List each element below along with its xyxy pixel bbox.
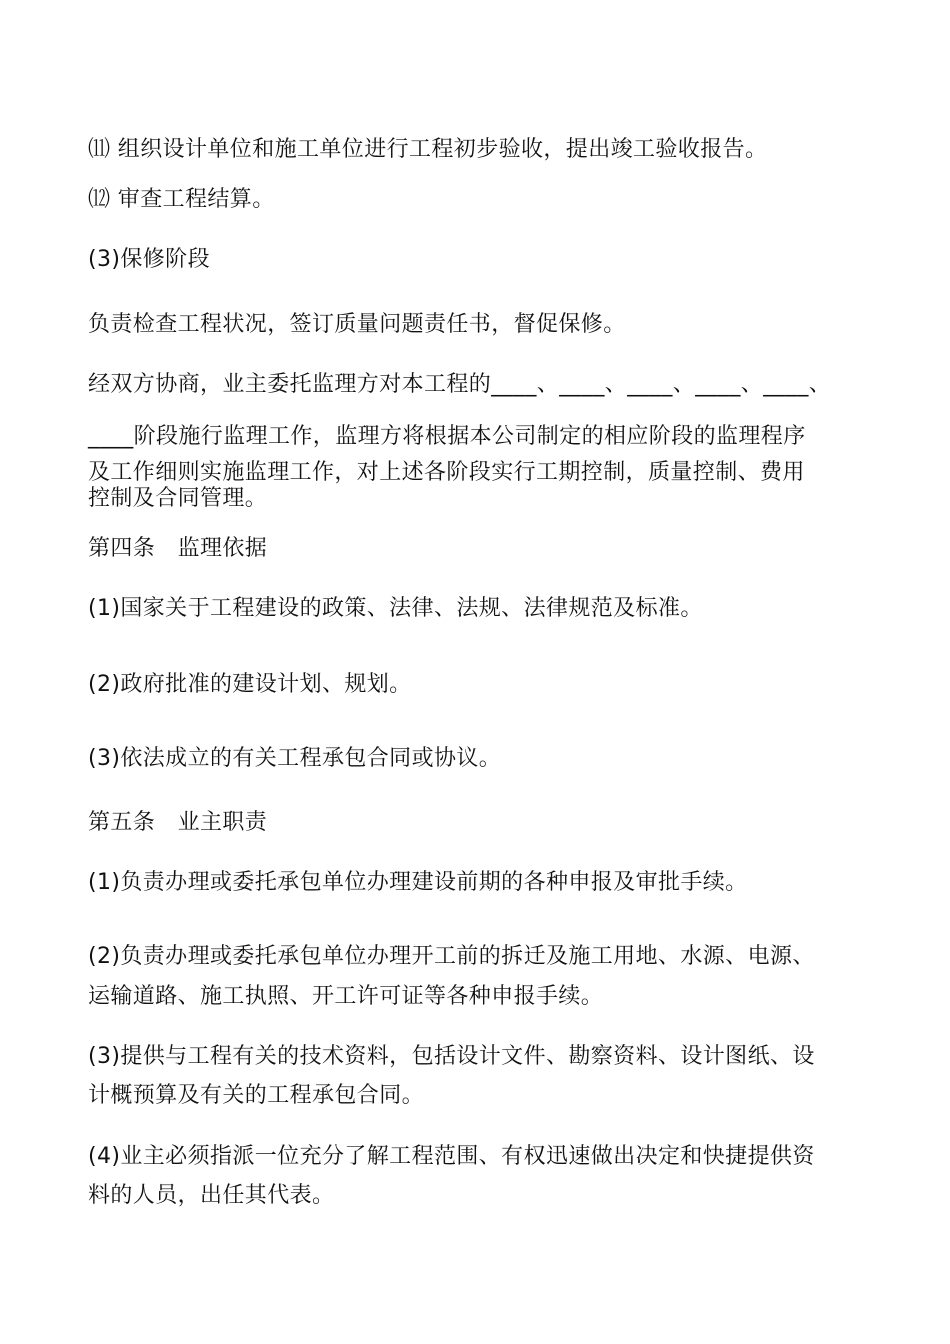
text-line: 及工作细则实施监理工作，对上述各阶段实行工期控制，质量控制、费用 — [88, 460, 805, 485]
text-line: 控制及合同管理。 — [88, 486, 268, 511]
text-line: 运输道路、施工执照、开工许可证等各种申报手续。 — [88, 984, 604, 1009]
text-line: (1)负责办理或委托承包单位办理建设前期的各种申报及审批手续。 — [88, 870, 748, 895]
text-line: 计概预算及有关的工程承包合同。 — [88, 1083, 425, 1108]
section-heading: (3)保修阶段 — [88, 247, 210, 272]
text-line: 料的人员，出任其代表。 — [88, 1183, 335, 1208]
text-line: (3)依法成立的有关工程承包合同或协议。 — [88, 746, 502, 771]
article-heading: 第四条 监理依据 — [88, 536, 268, 561]
text-line: 负责检查工程状况，签订质量问题责任书，督促保修。 — [88, 312, 626, 337]
text-line: (1)国家关于工程建设的政策、法律、法规、法律规范及标准。 — [88, 596, 703, 621]
text-line: ⑿ 审查工程结算。 — [88, 187, 275, 212]
text-line: (2)政府批准的建设计划、规划。 — [88, 672, 412, 697]
text-line: 经双方协商，业主委托监理方对本工程的____、____、____、____、____、 — [88, 372, 832, 397]
text-line: ⑾ 组织设计单位和施工单位进行工程初步验收，提出竣工验收报告。 — [88, 137, 768, 162]
article-heading: 第五条 业主职责 — [88, 810, 268, 835]
text-line: ____阶段施行监理工作，监理方将根据本公司制定的相应阶段的监理程序 — [88, 424, 806, 449]
text-line: (2)负责办理或委托承包单位办理开工前的拆迁及施工用地、水源、电源、 — [88, 944, 815, 969]
text-line: (3)提供与工程有关的技术资料，包括设计文件、勘察资料、设计图纸、设 — [88, 1044, 815, 1069]
text-line: (4)业主必须指派一位充分了解工程范围、有权迅速做出决定和快捷提供资 — [88, 1144, 815, 1169]
